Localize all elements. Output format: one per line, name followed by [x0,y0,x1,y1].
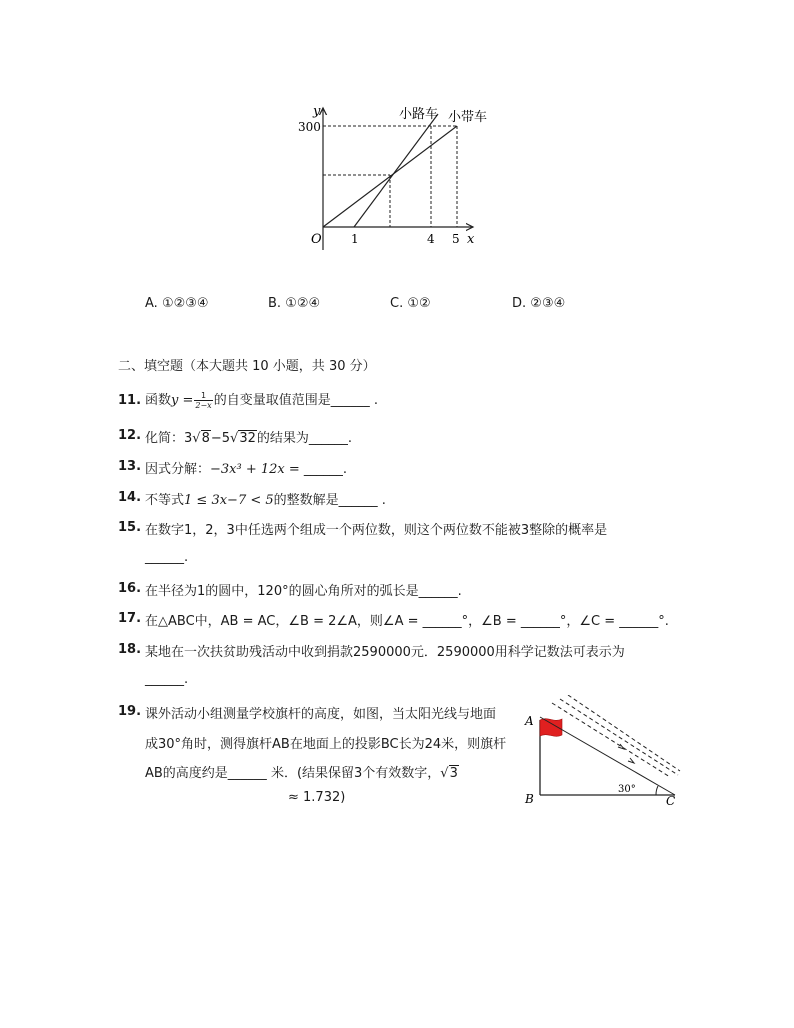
q17-number: 17. [118,611,142,626]
choice-a-letter: A. [145,296,158,311]
q14-text: 不等式1 ≤ 3x−7 < 5的整数解是______ . [145,493,386,508]
x-tick-1: 1 [351,232,359,246]
q19-line1: 课外活动小组测量学校旗杆的高度，如图，当太阳光线与地面 [145,707,497,722]
q13-text: 因式分解：−3x³ + 12x = ______. [145,462,348,477]
sun-ray [552,703,670,777]
q19-line2: 成30°角时，测得旗杆AB在地面上的投影BC长为24米，则旗杆 [145,737,507,752]
choice-c-letter: C. [390,296,404,311]
q15-number: 15. [118,520,142,535]
angle-label: 30° [618,784,636,795]
q17-text: 在△ABC中，AB = AC，∠B = 2∠A，则∠A = ______°，∠B = ______°，∠C = ______°. [145,614,669,629]
line-label-xiaodai: 小带车 [448,110,488,125]
flagpole-figure [520,695,685,810]
choice-b[interactable] [268,296,320,311]
label-c: C [666,794,676,808]
q19-number: 19. [118,704,142,719]
q18-line2: ______. [145,672,189,687]
choice-c[interactable] [390,296,431,311]
distance-time-graph [295,100,510,260]
sun-ray [560,699,678,775]
q11-text: 函数y = $\frac{1}{2-x}$ 的自变量取值范围是______ . [145,391,378,410]
choice-b-text: ①②④ [285,296,321,311]
y-tick-300: 300 [298,120,321,134]
section-title: 二、填空题（本大题共 10 小题，共 30 分） [118,359,376,374]
label-b: B [525,792,534,806]
q15-line2: ______. [145,550,189,565]
q14-number: 14. [118,490,142,505]
x-tick-4: 4 [427,232,435,246]
choice-d-text: ②③④ [530,296,566,311]
choice-c-text: ①② [407,296,431,311]
choice-d-letter: D. [512,296,527,311]
y-axis-label: y [313,104,321,119]
choice-a-text: ①②③④ [161,296,209,311]
sun-ray [540,717,675,795]
origin-label: O [311,232,322,247]
sun-ray [568,695,680,771]
angle-arc [656,786,658,795]
q12-text: 化简：3√8−5√32的结果为______. [145,431,353,446]
q18-number: 18. [118,642,142,657]
q12-number: 12. [118,428,142,443]
q13-number: 13. [118,459,142,474]
x-tick-5: 5 [452,232,460,246]
q16-text: 在半径为1的圆中，120°的圆心角所对的弧长是______. [145,584,462,599]
x-axis-label: x [467,232,475,247]
q11-number: 11. [118,393,142,408]
choice-a[interactable] [145,296,209,311]
q11-fraction: $\frac{1}{2-x}$ [195,391,212,410]
q19-line3: AB的高度约是______ 米．(结果保留3个有效数字，√3 [145,766,458,781]
q18-line1: 某地在一次扶贫助残活动中收到捐款2590000元．2590000用科学记数法可表示为 [145,645,625,660]
q19-line4: ≈ 1.732) [288,790,346,805]
choice-d[interactable] [512,296,565,311]
q16-number: 16. [118,581,142,596]
q15-line1: 在数字1，2，3中任选两个组成一个两位数，则这个两位数不能被3整除的概率是 [145,523,608,538]
choice-b-letter: B. [268,296,282,311]
line-xiaolu [354,114,438,227]
line-label-xiaolu: 小路车 [399,107,439,122]
label-a: A [525,714,534,728]
ray-arrow [628,758,634,763]
